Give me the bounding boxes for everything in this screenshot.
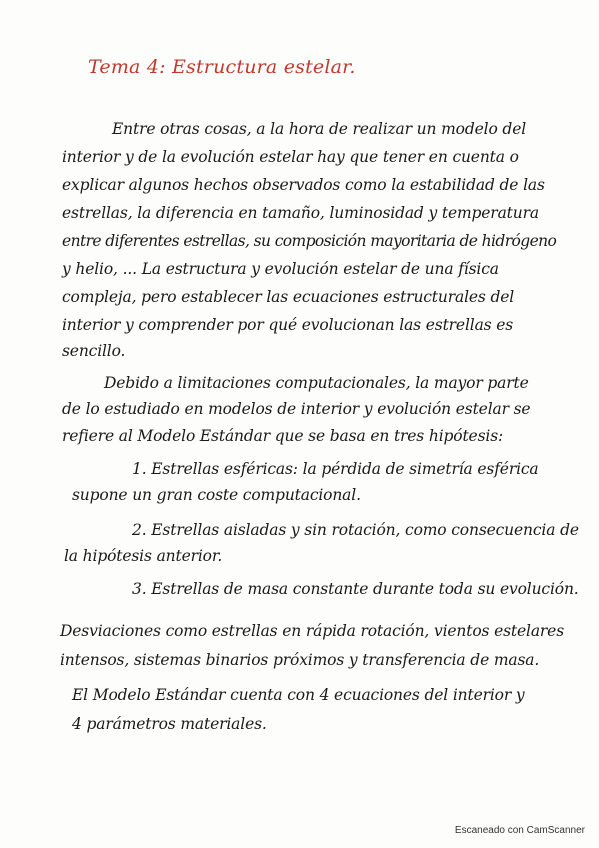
- text-line: Desviaciones como estrellas en rápida rotación, vientos estelares: [60, 622, 565, 640]
- text-line: entre diferentes estrellas, su composición mayoritaria de hidrógeno: [62, 232, 557, 250]
- text-line: refiere al Modelo Estándar que se basa en tres hipótesis:: [62, 427, 504, 445]
- text-line: compleja, pero establecer las ecuaciones estructurales del: [62, 288, 515, 306]
- hypothesis-item: 1. Estrellas esféricas: la pérdida de simetría esférica: [132, 460, 539, 478]
- hypothesis-item: la hipótesis anterior.: [64, 547, 223, 565]
- hypothesis-item: supone un gran coste computacional.: [72, 486, 361, 504]
- text-line: 4 parámetros materiales.: [72, 715, 267, 733]
- text-line: intensos, sistemas binarios próximos y transferencia de masa.: [60, 651, 540, 669]
- hypothesis-item: 3. Estrellas de masa constante durante toda su evolución.: [132, 580, 579, 598]
- text-line: estrellas, la diferencia en tamaño, luminosidad y temperatura: [62, 204, 539, 222]
- text-line: Debido a limitaciones computacionales, la mayor parte: [104, 374, 529, 392]
- scanner-watermark: Escaneado con CamScanner: [454, 825, 585, 836]
- text-line: y helio, ... La estructura y evolución estelar de una física: [62, 260, 499, 278]
- text-line: sencillo.: [62, 342, 126, 360]
- hypothesis-item: 2. Estrellas aisladas y sin rotación, como consecuencia de: [132, 521, 579, 539]
- text-line: Entre otras cosas, a la hora de realizar un modelo del: [112, 120, 527, 138]
- page-title: Tema 4: Estructura estelar.: [88, 56, 356, 78]
- text-line: explicar algunos hechos observados como la estabilidad de las: [62, 176, 545, 194]
- text-line: interior y de la evolución estelar hay que tener en cuenta o: [62, 148, 519, 166]
- text-line: El Modelo Estándar cuenta con 4 ecuaciones del interior y: [72, 686, 525, 704]
- text-line: interior y comprender por qué evolucionan las estrellas es: [62, 316, 514, 334]
- text-line: de lo estudiado en modelos de interior y evolución estelar se: [62, 400, 531, 418]
